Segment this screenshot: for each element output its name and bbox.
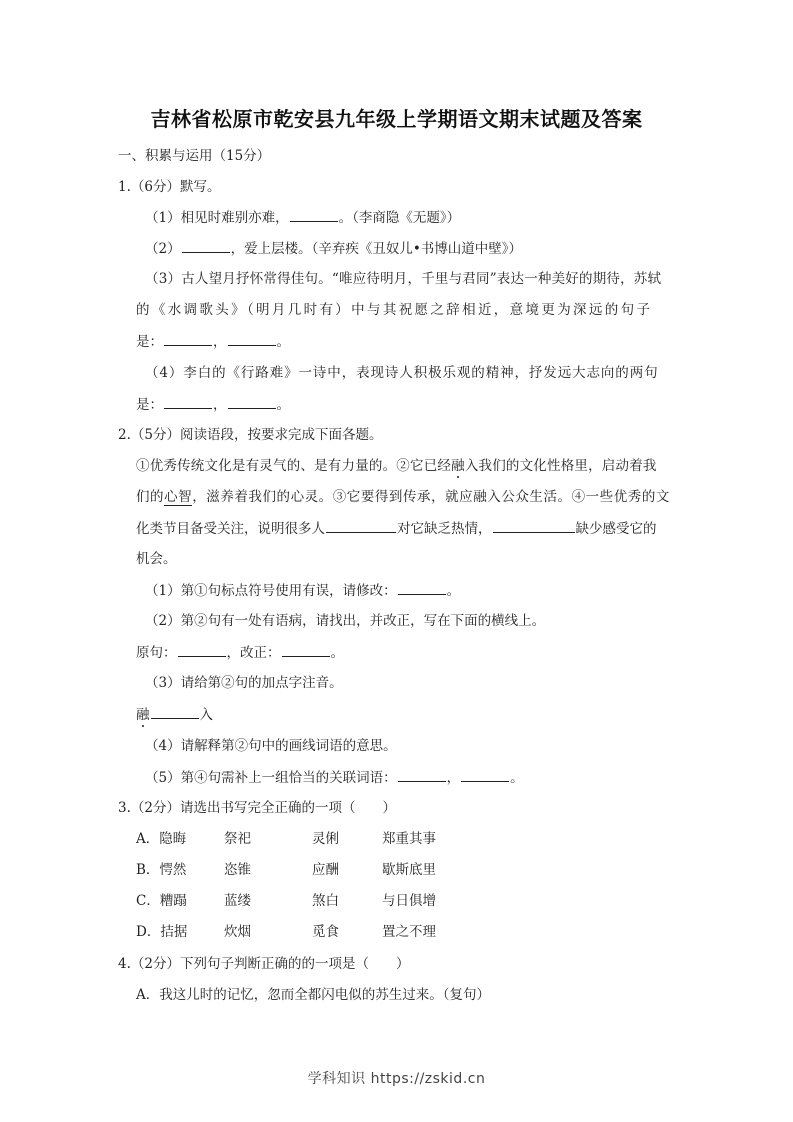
q1-item-3-label: 是： — [136, 334, 163, 350]
q1-item-1-source: 。（李商隐《无题》） — [338, 210, 461, 226]
option-word: 祭祀 — [224, 831, 251, 847]
answer-blank[interactable] — [164, 331, 212, 346]
q2-stem: 2.（5分）阅读语段，按要求完成下面各题。 — [118, 427, 383, 443]
answer-blank[interactable] — [178, 642, 226, 657]
q2-sub-3-answer — [136, 704, 213, 725]
dotted-char: 融 — [451, 458, 465, 474]
para-text: ，滋养着我们的心灵。③它要得到传承，就应融入公众生活。④一些优秀的文 — [192, 489, 670, 505]
q1-item-4-line2 — [136, 394, 290, 415]
comma: ， — [213, 397, 227, 413]
q3-option-b[interactable] — [136, 860, 436, 880]
option-word: 置之不理 — [382, 924, 436, 940]
q3-option-c[interactable] — [136, 891, 436, 911]
q2-sub-3: （3）请给第②句的加点字注音。 — [145, 675, 343, 691]
q1-item-1 — [145, 207, 460, 228]
q2-paragraph-line4: 机会。 — [136, 551, 177, 567]
page-title: 吉林省松原市乾安县九年级上学期语文期末试题及答案 — [150, 107, 643, 131]
q1-item-3-line2: 的《水调歌头》（明月几时有）中与其祝愿之辞相近，意境更为深远的句子 — [136, 302, 653, 318]
underlined-word: 心智 — [164, 489, 193, 505]
para-text: 们的 — [136, 489, 165, 505]
option-word: 歇斯底里 — [382, 862, 436, 878]
answer-blank[interactable] — [182, 238, 230, 253]
period: 。 — [276, 334, 290, 350]
para-text: 缺少感受它的 — [575, 521, 657, 537]
option-word: 煞白 — [312, 893, 339, 909]
period: 。 — [510, 770, 524, 786]
answer-blank[interactable] — [282, 642, 330, 657]
sub-question-text: （5）第④句需补上一组恰当的关联词语： — [145, 770, 397, 786]
para-text: ①优秀传统文化是有灵气的、是有力量的。②它已经 — [136, 458, 452, 474]
answer-blank[interactable] — [398, 580, 446, 595]
para-text: 对它缺乏热情， — [397, 521, 492, 537]
option-word: 蓝缕 — [224, 893, 251, 909]
option-word: 觅食 — [312, 924, 339, 940]
option-word: B．愕然 — [136, 862, 187, 878]
answer-blank[interactable] — [493, 518, 575, 533]
label-original: 原句： — [136, 645, 177, 661]
period: 。 — [446, 583, 461, 599]
answer-blank[interactable] — [228, 331, 276, 346]
section-heading: 一、积累与运用（15分） — [118, 148, 271, 164]
q1-item-2-num: （2） — [145, 241, 181, 257]
answer-blank[interactable] — [326, 518, 396, 533]
q4-option-a[interactable]: A．我这儿时的记忆，忽而全都闪电似的苏生过来。（复句） — [136, 987, 490, 1003]
answer-blank[interactable] — [228, 394, 276, 409]
option-word: 郑重其事 — [382, 831, 436, 847]
option-word: 应酬 — [312, 862, 339, 878]
q1-item-3-line1: （3）古人望月抒怀常得佳句。“唯应待明月，千里与君同”表达一种美好的期待，苏轼 — [145, 271, 662, 287]
comma: ， — [213, 334, 227, 350]
q1-item-2-text: ，爱上层楼。（辛弃疾《丑奴儿•书博山道中壁》） — [230, 241, 523, 257]
option-word: A．隐晦 — [136, 831, 187, 847]
sub-question-text: （1）第①句标点符号使用有误，请修改： — [145, 583, 397, 599]
q1-item-4-line1: （4）李白的《行路难》一诗中，表现诗人积极乐观的精神，抒发远大志向的两句 — [145, 365, 659, 381]
q2-sub-2-answer — [136, 642, 344, 663]
option-word: C．糟蹋 — [136, 893, 187, 909]
q1-stem: 1.（6分）默写。 — [118, 179, 221, 195]
q2-sub-4: （4）请解释第②句中的画线词语的意思。 — [145, 738, 397, 754]
q1-item-4-label: 是： — [136, 397, 163, 413]
q4-stem: 4.（2分）下列句子判断正确的的一项是（ ） — [118, 956, 410, 972]
answer-blank[interactable] — [290, 207, 338, 222]
q2-sub-5 — [145, 767, 524, 788]
q2-paragraph-line3 — [136, 518, 657, 539]
para-text: 入我们的文化性格里，启动着我 — [464, 458, 657, 474]
option-word: 炊烟 — [224, 924, 251, 940]
q2-sub-1 — [145, 580, 460, 601]
page-footer: 学科知识 https://zskid.cn — [307, 1071, 486, 1087]
comma: ， — [446, 770, 461, 786]
answer-blank[interactable] — [461, 767, 509, 782]
q1-item-3-line3 — [136, 331, 290, 352]
q1-item-2 — [145, 238, 522, 259]
q1-item-1-text: （1）相见时难别亦难， — [145, 210, 289, 226]
answer-blank[interactable] — [398, 767, 446, 782]
q3-stem: 3.（2分）请选出书写完全正确的一项（ ） — [118, 800, 396, 816]
period: 。 — [276, 397, 290, 413]
q2-paragraph-line2 — [136, 487, 670, 507]
q3-option-a[interactable] — [136, 829, 436, 849]
q3-option-d[interactable] — [136, 922, 436, 942]
q2-sub-2: （2）第②句有一处有语病，请找出，并改正，写在下面的横线上。 — [145, 613, 546, 629]
option-word: 与日俱增 — [382, 893, 436, 909]
q2-paragraph-line1 — [136, 456, 657, 476]
option-word: 灵俐 — [312, 831, 339, 847]
answer-blank[interactable] — [151, 704, 199, 719]
option-word: 恣锥 — [224, 862, 251, 878]
answer-blank[interactable] — [164, 394, 212, 409]
label-correction: ，改正： — [226, 645, 281, 661]
para-text: 化类节目备受关注，说明很多人 — [136, 521, 325, 537]
period: 。 — [330, 645, 344, 661]
dotted-char: 融 — [136, 707, 150, 723]
option-word: D．拮据 — [136, 924, 188, 940]
char: 入 — [199, 707, 213, 723]
